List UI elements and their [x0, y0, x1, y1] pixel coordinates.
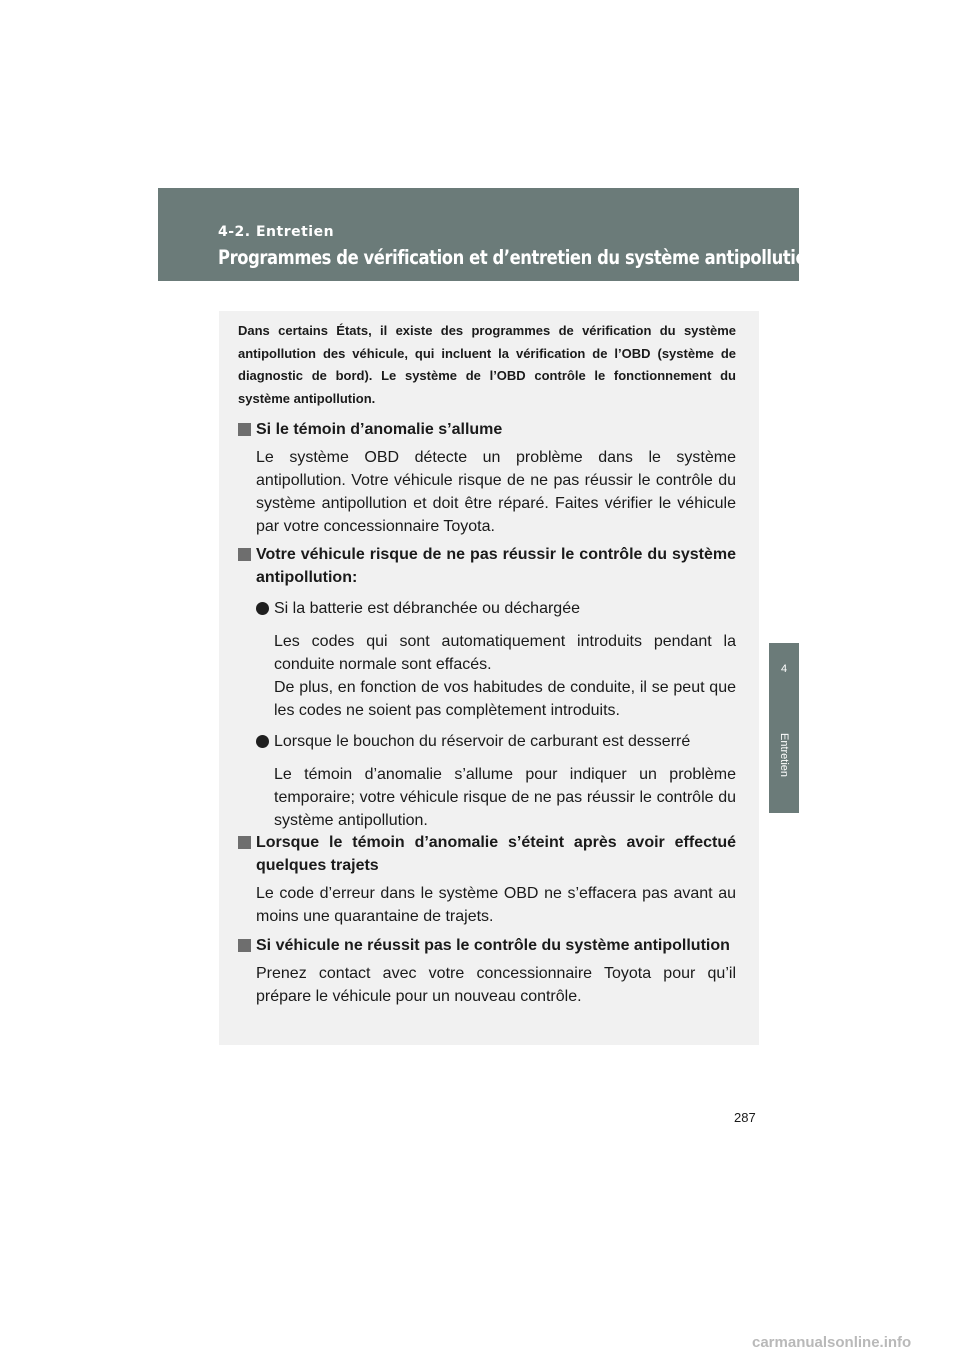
section-light-turns-off	[238, 831, 736, 928]
page-title: Programmes de vérification et d’entretien du système antipollution	[218, 246, 818, 269]
chapter-number: 4	[780, 663, 788, 675]
circle-bullet-icon	[256, 735, 269, 748]
list-item	[238, 730, 736, 753]
section-heading	[238, 934, 736, 957]
bullet-text: Les codes qui sont automatiquement introduits pendant la conduite normale sont effacés.	[274, 633, 736, 673]
circle-bullet-icon	[256, 602, 269, 615]
square-bullet-icon	[238, 939, 251, 952]
square-bullet-icon	[238, 836, 251, 849]
intro-text: Dans certains États, il existe des programmes de vérification du système antipollution des véhicule, qui incluent la vérification de l’OBD (système de diagnostic de bord). Le système de l’OBD contrôle le fonctionnement du système antipollution.	[238, 323, 736, 406]
section-heading-text: Si véhicule ne réussit pas le contrôle du système antipollution	[256, 937, 730, 954]
chapter-side-tab[interactable]	[769, 643, 799, 813]
section-heading-text: Si le témoin d’anomalie s’allume	[256, 421, 503, 438]
square-bullet-icon	[238, 423, 251, 436]
section-text: Prenez contact avec votre concessionnaire Toyota pour qu’il prépare le véhicule pour un nouveau contrôle.	[256, 965, 736, 1005]
section-malfunction-light-on	[238, 418, 736, 538]
section-heading-text: Lorsque le témoin d’anomalie s’éteint après avoir effectué quelques trajets	[256, 834, 736, 874]
section-failed-inspection	[238, 934, 736, 1008]
section-heading	[238, 418, 736, 441]
bullet-text: Le témoin d’anomalie s’allume pour indiquer un problème temporaire; votre véhicule risque de ne pas réussir le contrôle du système antipollution.	[274, 766, 736, 829]
square-bullet-icon	[238, 548, 251, 561]
bullet-title: Lorsque le bouchon du réservoir de carburant est desserré	[274, 733, 691, 750]
section-heading-text: Votre véhicule risque de ne pas réussir le contrôle du système antipollution:	[256, 546, 736, 586]
list-item	[238, 597, 736, 620]
section-heading	[238, 543, 736, 589]
watermark: carmanualsonline.info	[752, 1334, 912, 1351]
page-number: 287	[734, 1110, 756, 1125]
section-heading	[238, 831, 736, 877]
section-may-fail-inspection	[238, 543, 736, 832]
content-box	[219, 311, 759, 1045]
bullet-text: De plus, en fonction de vos habitudes de conduite, il se peut que les codes ne soient pas complètement introduits.	[274, 679, 736, 719]
bullet-title: Si la batterie est débranchée ou déchargée	[274, 600, 580, 617]
chapter-label: Entretien	[778, 732, 790, 778]
section-label: 4-2. Entretien	[218, 224, 335, 240]
section-text: Le code d’erreur dans le système OBD ne s’effacera pas avant au moins une quarantaine de trajets.	[256, 885, 736, 925]
chapter-header	[158, 188, 818, 281]
section-text: Le système OBD détecte un problème dans le système antipollution. Votre véhicule risque de ne pas réussir le contrôle du système antipollution et doit être réparé. Faites vérifier le véhicule par votre concessionnaire Toyota.	[256, 449, 736, 535]
